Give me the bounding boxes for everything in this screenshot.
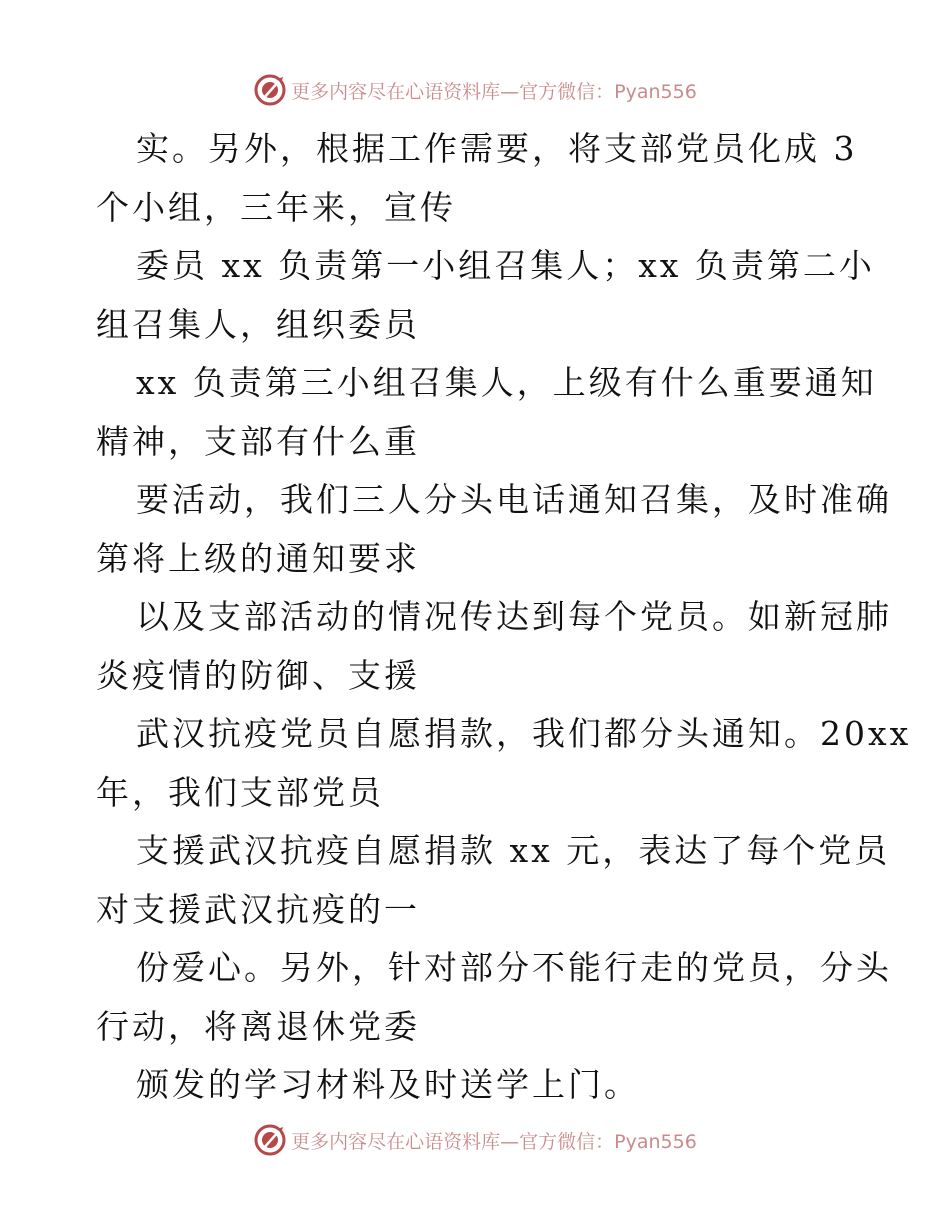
header-banner-text: 更多内容尽在心语资料库—官方微信：Pyan556: [291, 80, 697, 103]
text-line: 个小组，三年来，宣传: [96, 187, 456, 227]
pen-logo-icon: [253, 1123, 287, 1157]
text-line: 对支援武汉抗疫的一: [96, 889, 420, 929]
document-body: [96, 120, 912, 1115]
header-banner: [0, 70, 950, 110]
text-line: 要活动，我们三人分头电话通知召集，及时准确: [136, 480, 892, 519]
text-line: 实。另外，根据工作需要，将支部党员化成 3: [136, 129, 858, 168]
text-line: 支援武汉抗疫自愿捐款 xx 元，表达了每个党员: [136, 831, 891, 870]
text-line: 年，我们支部党员: [96, 772, 384, 812]
text-line: 精神，支部有什么重: [96, 421, 420, 461]
text-line: 行动，将离退休党委: [96, 1006, 420, 1046]
text-line: 第将上级的通知要求: [96, 538, 420, 578]
footer-banner-text: 更多内容尽在心语资料库—官方微信：Pyan556: [291, 1130, 697, 1153]
pen-logo-icon: [253, 73, 287, 107]
text-line: 炎疫情的防御、支援: [96, 655, 420, 695]
text-line: 武汉抗疫党员自愿捐款，我们都分头通知。20xx: [136, 714, 912, 753]
text-line: 份爱心。另外，针对部分不能行走的党员，分头: [136, 948, 892, 987]
text-line: 组召集人，组织委员: [96, 304, 420, 344]
footer-banner: [0, 1120, 950, 1160]
text-line: xx 负责第三小组召集人，上级有什么重要通知: [136, 363, 877, 402]
text-line: 委员 xx 负责第一小组召集人；xx 负责第二小: [136, 246, 875, 285]
text-line: 颁发的学习材料及时送学上门。: [136, 1065, 640, 1104]
text-line: 以及支部活动的情况传达到每个党员。如新冠肺: [136, 597, 892, 636]
